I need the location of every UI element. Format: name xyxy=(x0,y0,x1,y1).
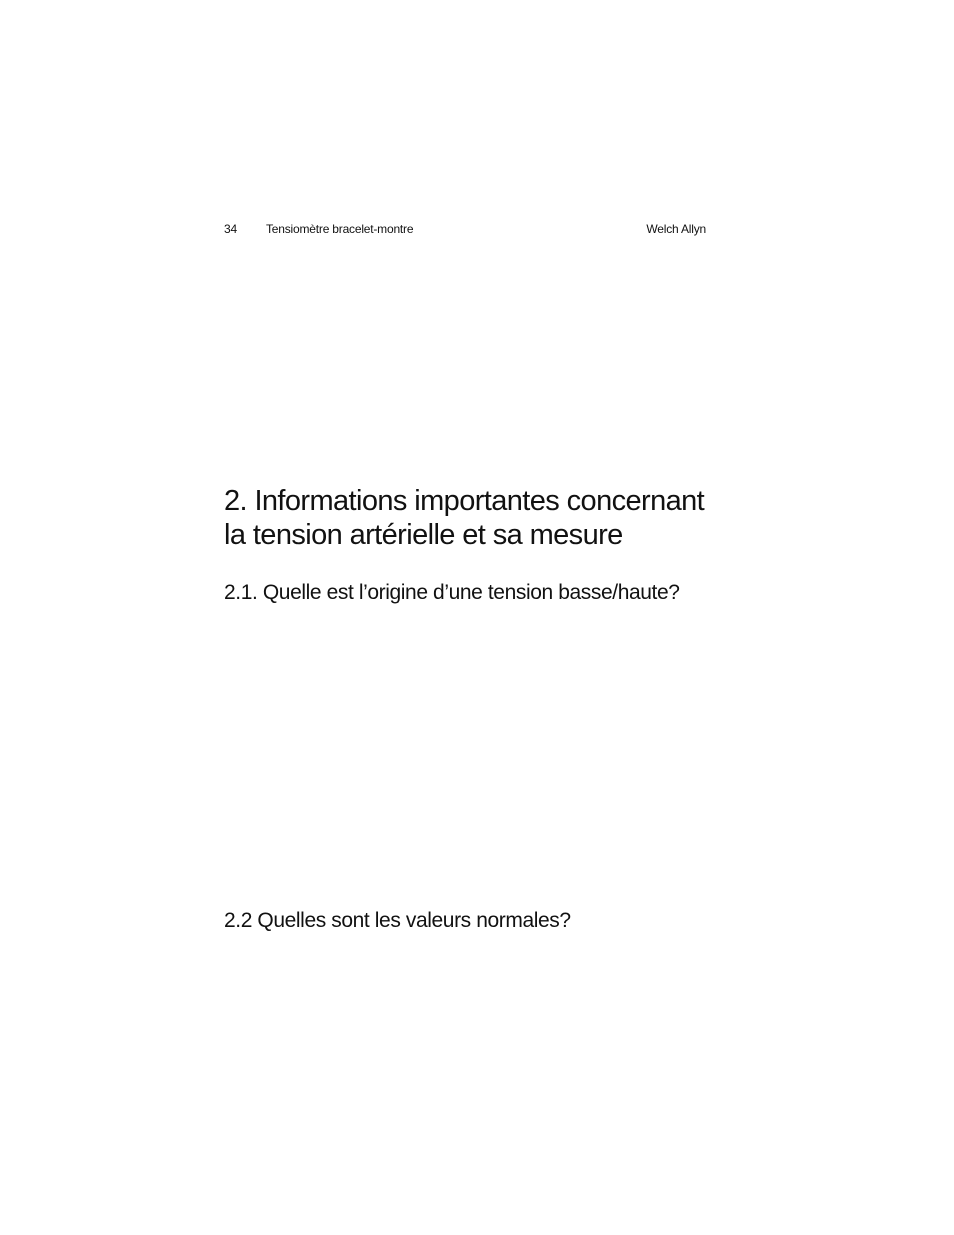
document-title: Tensiomètre bracelet-montre xyxy=(266,222,414,236)
brand-name: Welch Allyn xyxy=(646,222,706,236)
section-heading-2-1: 2.1. Quelle est l’origine d’une tension basse/haute? xyxy=(224,581,680,604)
chapter-title-line-1: 2. Informations importantes concernant xyxy=(224,485,705,517)
chapter-title-line-2: la tension artérielle et sa mesure xyxy=(224,519,623,551)
page-number: 34 xyxy=(224,222,237,236)
section-heading-2-2: 2.2 Quelles sont les valeurs normales? xyxy=(224,909,571,932)
chapter-title xyxy=(224,484,744,552)
running-header xyxy=(224,221,706,237)
